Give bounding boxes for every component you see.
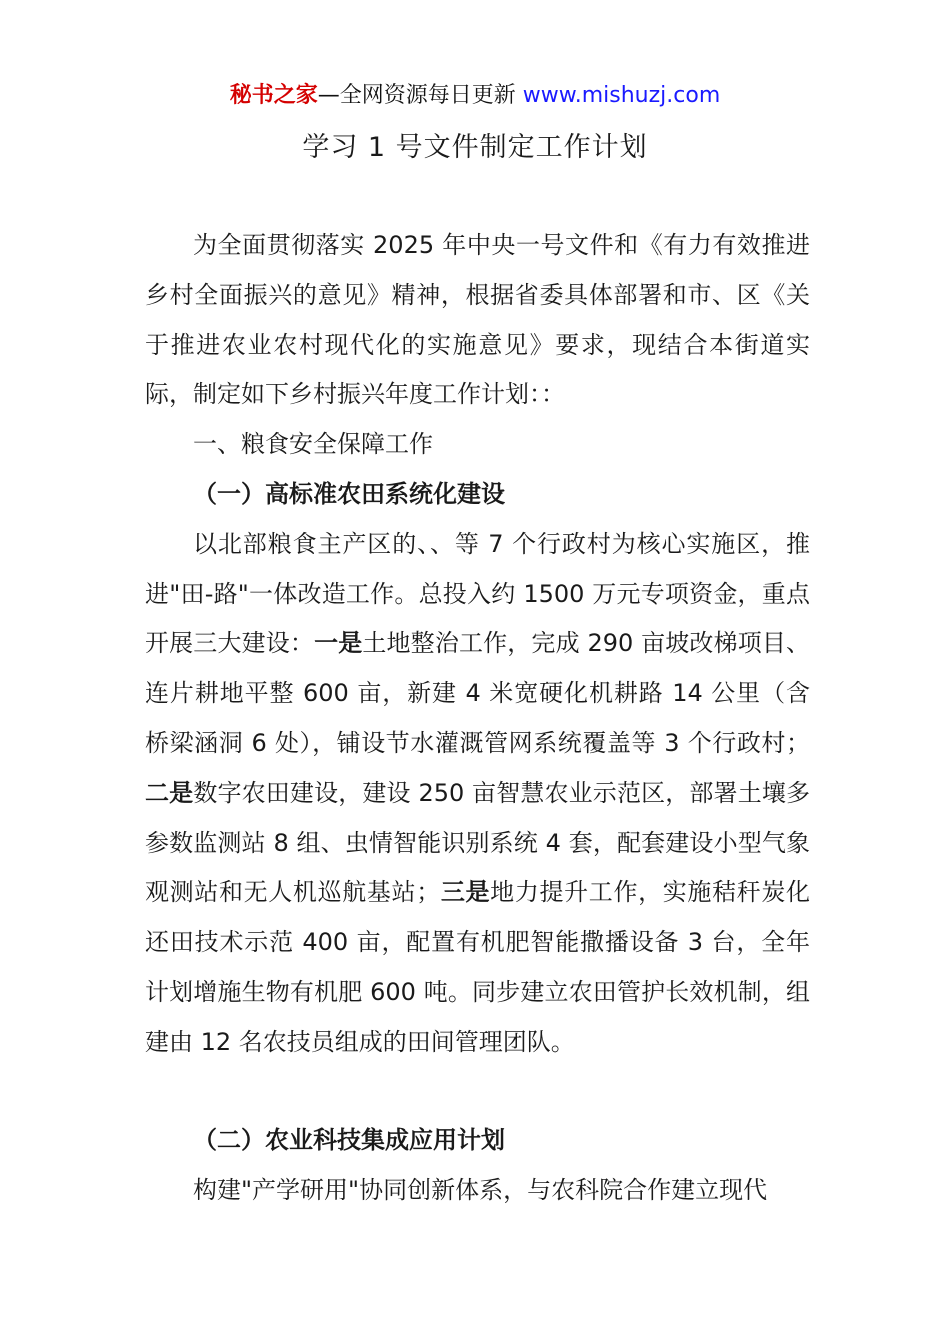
farmland-text-land: 土地整治工作，完成 290 亩坡改梯项目、连片耕地平整 600 亩，新建 4 米宽硬化机耕路 14 公里（含桥梁涵洞 6 处），铺设节水灌溉管网系统覆盖等 3 个行政村； xyxy=(145,629,811,757)
site-header xyxy=(0,80,950,112)
brand-name: 秘书之家 xyxy=(229,83,318,108)
subsection-heading-agritech: （二）农业科技集成应用计划 xyxy=(193,1126,505,1154)
site-url-link[interactable]: www.mishuzj.com xyxy=(522,83,721,108)
document-title: 学习 1 号文件制定工作计划 xyxy=(302,132,648,163)
farmland-paragraph xyxy=(145,520,810,1068)
subsection-heading-farmland: （一）高标准农田系统化建设 xyxy=(193,479,505,508)
farmland-text-start: 以北部粮食主产区的、、等 7 个行政村为核心实施区，推进"田-路"一体改造工作。总投入约 1500 万元专项资金，重点开展三大建设： xyxy=(145,529,810,658)
farmland-text-soil: 地力提升工作，实施秸秆炭化还田技术示范 400 亩，配置有机肥智能撒播设备 3 台，全年计划增施生物有机肥 600 吨。同步建立农田管护长效机制，组建由 12 名农技员组成的田间管理团队。 xyxy=(145,878,811,1056)
agritech-paragraph: 构建"产学研用"协同创新体系，与农科院合作建立现代 xyxy=(193,1175,768,1204)
keyword-third: 三是 xyxy=(440,878,491,907)
keyword-second: 二是 xyxy=(145,778,194,807)
document-body-continued xyxy=(145,1116,810,1216)
farmland-text-digital: 数字农田建设，建设 250 亩智慧农业示范区，部署土壤多参数监测站 8 组、虫情智能识别系统 4 套，配套建设小型气象观测站和无人机巡航基站； xyxy=(145,778,810,907)
keyword-first: 一是 xyxy=(314,629,363,658)
document-body xyxy=(145,221,810,1068)
intro-paragraph: 为全面贯彻落实 2025 年中央一号文件和《有力有效推进乡村全面振兴的意见》精神，根据省委具体部署和市、区《关于推进农业农村现代化的实施意见》要求，现结合本街道实际，制定如下乡村振兴年度工作计划：： xyxy=(145,231,810,409)
section-heading-grain-security: 一、粮食安全保障工作 xyxy=(193,430,433,459)
site-tagline: —全网资源每日更新 xyxy=(317,83,516,108)
